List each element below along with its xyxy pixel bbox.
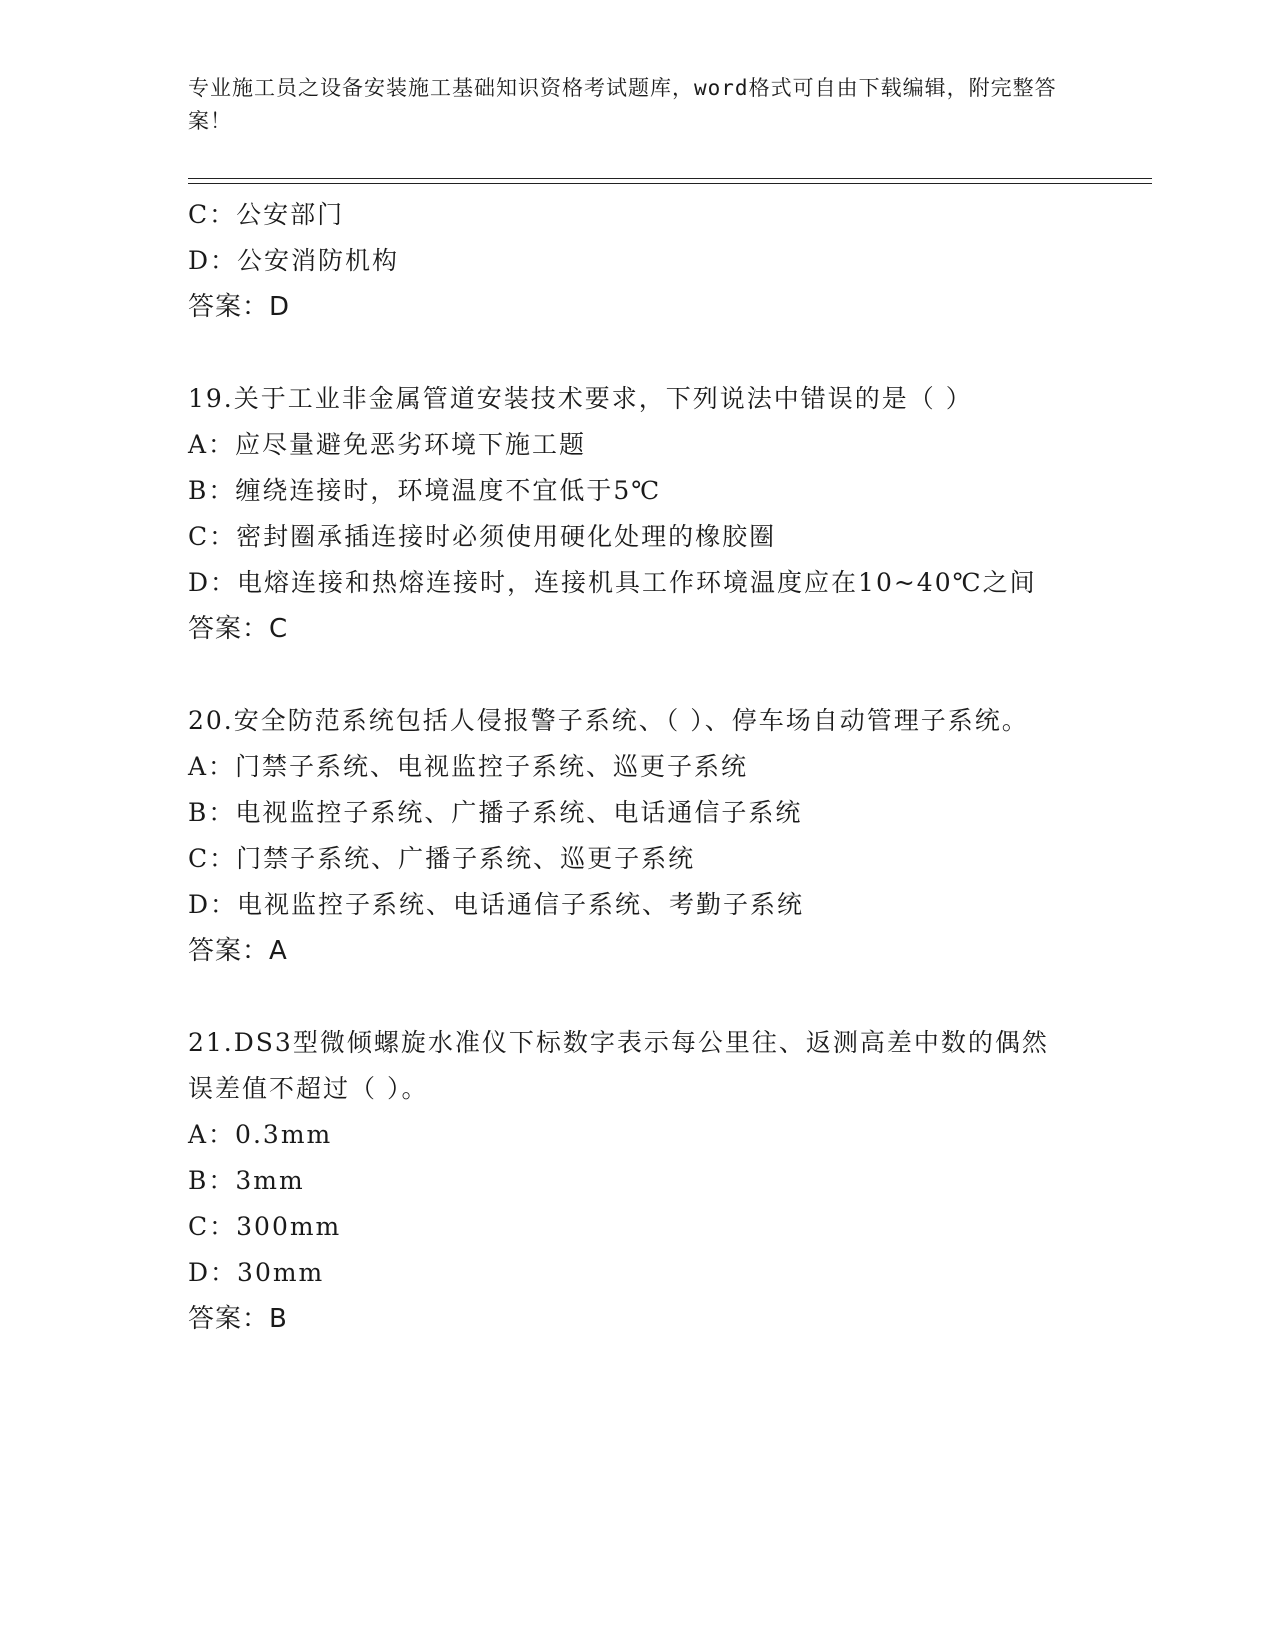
option-b: B：3mm — [188, 1166, 305, 1195]
header-divider-bottom — [188, 183, 1152, 184]
answer: 答案：B — [188, 1304, 288, 1334]
option-d: D：电视监控子系统、电话通信子系统、考勤子系统 — [188, 890, 805, 919]
question-list — [188, 192, 1088, 1342]
question-19 — [188, 376, 1088, 652]
answer: 答案：A — [188, 936, 288, 966]
option-c: C：密封圈承插连接时必须使用硬化处理的橡胶圈 — [188, 522, 777, 551]
answer: 答案：C — [188, 614, 289, 644]
option-a: A：0.3mm — [188, 1120, 333, 1149]
page-header: 专业施工员之设备安装施工基础知识资格考试题库，word格式可自由下载编辑，附完整答案！ — [188, 76, 1057, 133]
option-d: D：电熔连接和热熔连接时，连接机具工作环境温度应在10~40℃之间 — [188, 568, 1037, 597]
question-stem: 20.安全防范系统包括人侵报警子系统、（ ）、停车场自动管理子系统。 — [188, 706, 1029, 735]
option-d: D：30mm — [188, 1258, 325, 1287]
header-divider-top — [188, 178, 1152, 179]
option-b: B：缠绕连接时，环境温度不宜低于5℃ — [188, 476, 662, 505]
option-a: A：应尽量避免恶劣环境下施工题 — [188, 430, 587, 459]
answer: 答案：D — [188, 292, 291, 322]
question-stem: 19.关于工业非金属管道安装技术要求，下列说法中错误的是（ ） — [188, 384, 973, 413]
question-21 — [188, 1020, 1088, 1342]
option-d: D：公安消防机构 — [188, 246, 400, 275]
option-c: C：300mm — [188, 1212, 342, 1241]
option-a: A：门禁子系统、电视监控子系统、巡更子系统 — [188, 752, 749, 781]
previous-question-tail — [188, 192, 1088, 330]
option-b: B：电视监控子系统、广播子系统、电话通信子系统 — [188, 798, 803, 827]
question-stem: 21.DS3型微倾螺旋水准仪下标数字表示每公里往、返测高差中数的偶然误差值不超过（ ）。 — [188, 1028, 1049, 1103]
option-c: C：门禁子系统、广播子系统、巡更子系统 — [188, 844, 696, 873]
option-c: C：公安部门 — [188, 200, 345, 229]
question-20 — [188, 698, 1088, 974]
